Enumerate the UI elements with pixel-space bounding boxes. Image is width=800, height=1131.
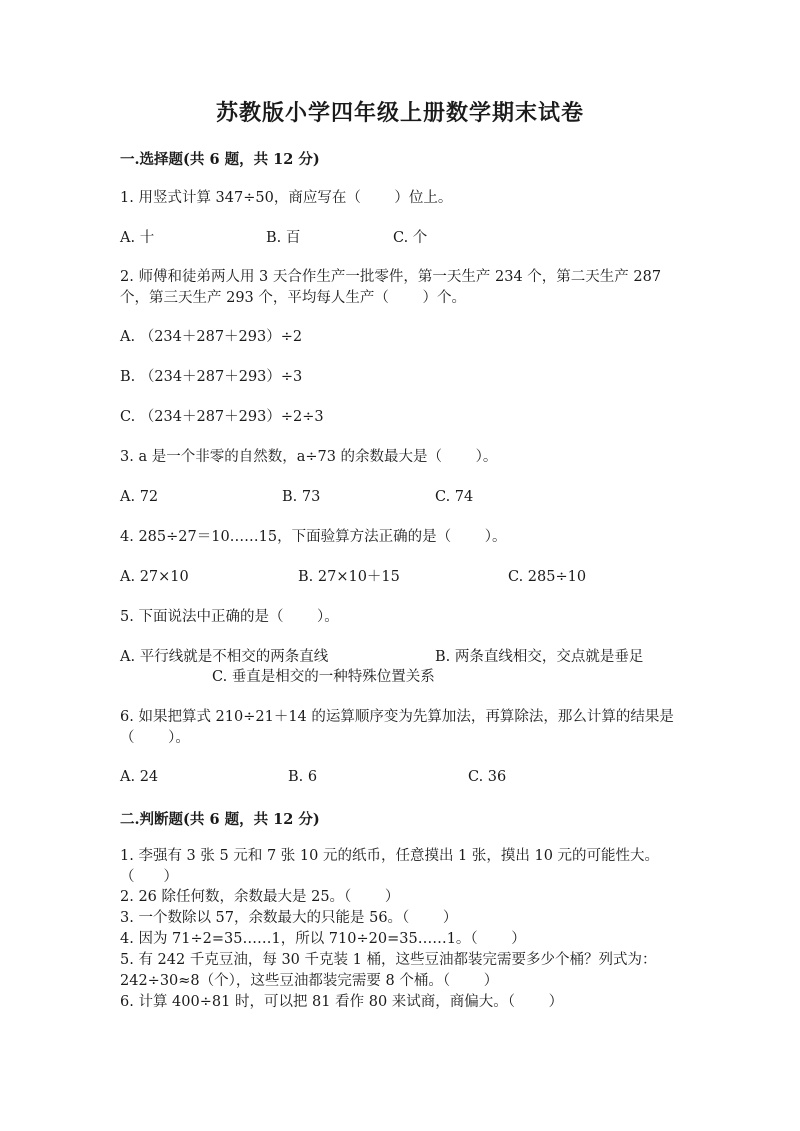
q5-option-c: C. 垂直是相交的一种特殊位置关系 <box>212 669 435 685</box>
q1-option-a: A. 十 <box>120 230 155 246</box>
q2-option-a: A. （234＋287＋293）÷2 <box>120 329 303 345</box>
question-3: 3. a 是一个非零的自然数，a÷73 的余数最大是（ ）。 <box>120 449 498 465</box>
q1-option-c: C. 个 <box>393 230 428 246</box>
section-heading-judgment: 二.判断题(共 6 题，共 12 分) <box>120 811 320 828</box>
question-4: 4. 285÷27＝10……15，下面验算方法正确的是（ ）。 <box>120 529 507 545</box>
q2-option-c: C. （234＋287＋293）÷2÷3 <box>120 409 324 425</box>
q4-option-a: A. 27×10 <box>120 569 189 585</box>
judgment-1: 1. 李强有 3 张 5 元和 7 张 10 元的纸币，任意摸出 1 张，摸出 10 元的可能性大。 （ ） <box>120 848 696 885</box>
question-6: 6. 如果把算式 210÷21＋14 的运算顺序变为先算加法，再算除法，那么计算的结果是（ ）。 <box>120 709 674 746</box>
section-heading-choice: 一.选择题(共 6 题，共 12 分) <box>120 151 320 168</box>
q1-option-b: B. 百 <box>266 230 301 246</box>
question-1: 1. 用竖式计算 347÷50，商应写在（ ）位上。 <box>120 190 453 206</box>
q6-option-b: B. 6 <box>288 769 318 785</box>
q5-option-b: B. 两条直线相交，交点就是垂足 <box>435 649 644 665</box>
q5-option-a: A. 平行线就是不相交的两条直线 <box>120 649 329 665</box>
judgment-2: 2. 26 除任何数，余数最大是 25。（ ） <box>120 889 400 905</box>
q2-option-b: B. （234＋287＋293）÷3 <box>120 369 303 385</box>
page-title: 苏教版小学四年级上册数学期末试卷 <box>215 100 584 126</box>
q6-option-a: A. 24 <box>120 769 159 785</box>
q3-option-c: C. 74 <box>435 489 474 505</box>
q3-option-b: B. 73 <box>282 489 321 505</box>
q4-option-b: B. 27×10＋15 <box>298 569 400 585</box>
question-2: 2. 师傅和徒弟两人用 3 天合作生产一批零件，第一天生产 234 个，第二天生产 287 个，第三天生产 293 个，平均每人生产（ ）个。 <box>120 269 662 306</box>
q6-option-c: C. 36 <box>468 769 507 785</box>
q3-option-a: A. 72 <box>120 489 159 505</box>
judgment-4: 4. 因为 71÷2=35……1，所以 710÷20=35……1。（ ） <box>120 931 526 947</box>
judgment-6: 6. 计算 400÷81 时，可以把 81 看作 80 来试商，商偏大。（ ） <box>120 994 564 1010</box>
judgment-3: 3. 一个数除以 57，余数最大的只能是 56。（ ） <box>120 910 458 926</box>
question-5: 5. 下面说法中正确的是（ ）。 <box>120 609 339 625</box>
q4-option-c: C. 285÷10 <box>508 569 587 585</box>
judgment-5: 5. 有 242 千克豆油，每 30 千克装 1 桶，这些豆油都装完需要多少个桶？列式为：242÷30≈8（个），这些豆油都装完需要 8 个桶。（ ） <box>120 952 657 989</box>
